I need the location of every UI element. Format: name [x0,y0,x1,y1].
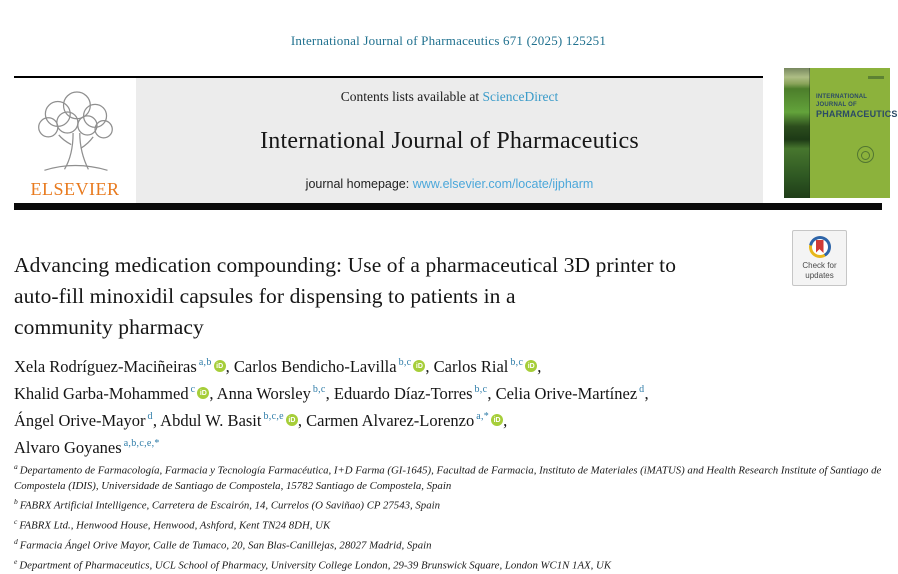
author-affil-sup: b,c [398,357,412,368]
author-affil-sup: b,c [474,384,488,395]
affiliation-text: Departamento de Farmacología, Farmacia y Tecnología Farmacéutica, I+D Farma (GI-1645), Facultad de Farmacia, Instituto de Materiales (iMATUS) and Health Research Institute of Santiago de Compostela (IDIS), Universidade de Santiago de Compostela, 15782 Santiago de Compostela, Spain [14,464,882,492]
article-title [14,250,794,343]
author-name: Ángel Orive-Mayor [14,410,146,430]
check-updates-label [795,261,844,281]
author [217,384,334,403]
orcid-icon[interactable]: iD [286,414,298,426]
author-affil-sup: a,b [198,357,212,368]
affiliation [14,459,890,494]
author-name: Abdul W. Basit [160,410,262,430]
author [14,411,160,430]
author-separator: , [152,410,161,430]
author-name: Carlos Bendicho-Lavilla [233,356,397,376]
affiliation-text: Farmacia Ángel Orive Mayor, Calle de Tumaco, 20, San Blas-Canillejas, 28027 Madrid, Spain [19,539,432,552]
author-affil-sup: a,b,c,e,* [123,438,160,449]
cover-title [816,94,898,120]
affiliation-label: a [14,462,18,471]
orcid-icon[interactable]: iD [413,360,425,372]
author-separator: , [225,356,234,376]
author [14,438,160,457]
author [434,357,542,376]
check-updates-badge[interactable] [792,230,847,286]
elsevier-tree-icon [27,91,123,177]
cover-emblem [857,146,874,163]
author-separator: , [487,383,496,403]
author-affil-sup: d [147,411,153,422]
journal-citation: International Journal of Pharmaceutics 671 (2025) 125251 [290,33,607,48]
cover-cylinder-art [784,68,810,198]
homepage-prefix-text: journal homepage: [305,177,413,191]
author-affil-sup: d [639,384,645,395]
author-name: Celia Orive-Martínez [495,383,638,403]
affiliation-label: c [14,517,18,527]
author-affil-sup: b,c [312,384,326,395]
article-title-line1: Advancing medication compounding: Use of a pharmaceutical 3D printer to [14,253,677,277]
author-separator: , [209,383,217,403]
journal-banner-panel [136,78,763,204]
orcid-icon[interactable]: iD [214,360,226,372]
author [160,411,306,430]
orcid-icon[interactable]: iD [197,387,209,399]
author-affil-sup: a,* [476,411,490,422]
author-affil-sup: b,c,e [263,411,284,422]
affiliation-label: d [14,537,18,547]
author-list [14,351,814,459]
affiliation-text: Department of Pharmaceutics, UCL School of Pharmacy, University College London, 29-39 Brunswick Square, London WC1N 1AX, UK [19,559,612,572]
author [14,384,217,403]
cover-title-line2: PHARMACEUTICS [816,109,898,119]
cover-title-line1: INTERNATIONAL JOURNAL OF [816,94,868,108]
author-name: Eduardo Díaz-Torres [333,383,473,403]
crossmark-icon [809,236,831,258]
author-name: Alvaro Goyanes [14,437,122,457]
badge-line2: updates [805,271,834,280]
affiliation-text: FABRX Ltd., Henwood House, Henwood, Ashford, Kent TN24 8DH, UK [19,519,331,532]
elsevier-logo[interactable] [14,78,136,204]
homepage-line [136,177,763,191]
affiliation-label: b [14,497,18,507]
article-title-line3: community pharmacy [14,315,204,339]
author-separator: , [644,383,649,403]
author [14,357,234,376]
orcid-icon[interactable]: iD [525,360,537,372]
affiliation [14,514,890,534]
elsevier-wordmark: ELSEVIER [30,179,120,199]
author [334,384,496,403]
cover-issue-mark [868,76,884,79]
author-name: Xela Rodríguez-Maciñeiras [14,356,197,376]
author [234,357,434,376]
affiliation-text: FABRX Artificial Intelligence, Carretera de Escairón, 14, Currelos (O Saviñao) CP 27543, Spain [19,499,440,512]
author-name: Carlos Rial [433,356,509,376]
journal-cover-thumbnail[interactable] [784,68,898,198]
author-name: Khalid Garba-Mohammed [14,383,189,403]
affiliation-label: e [14,557,18,567]
author [496,384,649,403]
contents-prefix-text: Contents lists available at [340,89,483,104]
journal-header-band [14,76,763,204]
author-name: Anna Worsley [216,383,311,403]
author-separator: , [297,410,307,430]
author-separator: , [537,356,542,376]
orcid-icon[interactable]: iD [491,414,503,426]
author-separator: , [503,410,508,430]
badge-line1: Check for [802,261,837,270]
author-affil-sup: b,c [510,357,524,368]
journal-homepage-link[interactable]: www.elsevier.com/locate/ijpharm [412,177,594,191]
affiliation-list [14,459,890,574]
contents-line [136,89,763,105]
author-separator: , [325,383,334,403]
author-affil-sup: c [190,384,196,395]
affiliation [14,494,890,514]
author-name: Carmen Alvarez-Lorenzo [306,410,475,430]
author [306,411,507,430]
article-title-line2: auto-fill minoxidil capsules for dispensing to patients in a [14,284,516,308]
header-divider-rule [14,203,882,210]
sciencedirect-link[interactable]: ScienceDirect [482,89,559,104]
journal-title: International Journal of Pharmaceutics [260,127,639,154]
author-separator: , [425,356,434,376]
affiliation [14,534,890,554]
affiliation [14,554,890,574]
